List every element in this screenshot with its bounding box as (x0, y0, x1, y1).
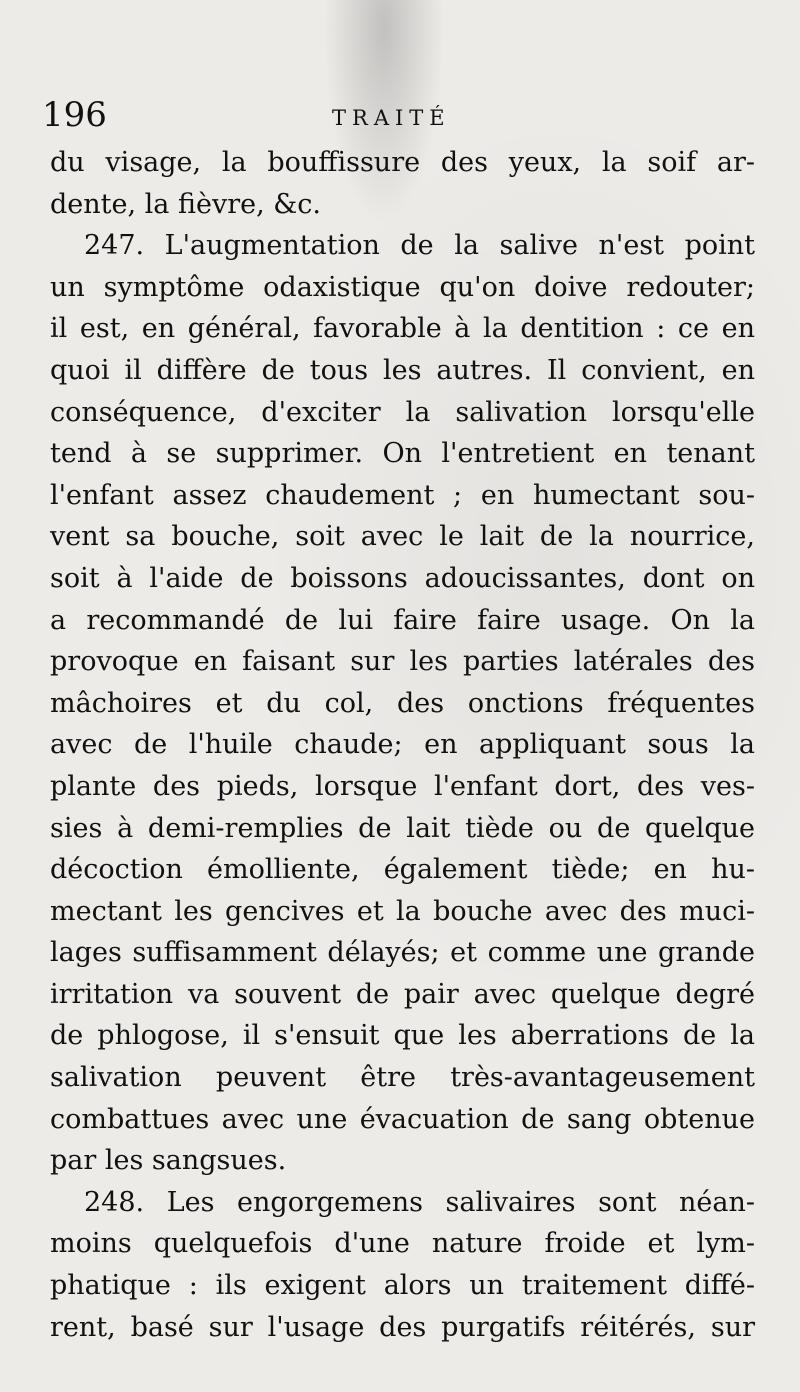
text-line: a recommandé de lui faire faire usage. On la (50, 604, 755, 636)
running-title: TRAITÉ (332, 106, 451, 130)
text-line: mâchoires et du col, des onctions fréquentes (50, 687, 755, 719)
text-line: rent, basé sur l'usage des purgatifs réitérés, sur (50, 1311, 755, 1343)
text-line: par les sangsues. (50, 1145, 287, 1177)
text-line: vent sa bouche, soit avec le lait de la nourrice, (50, 521, 755, 553)
text-line: plante des pieds, lorsque l'enfant dort, des ves- (50, 770, 755, 802)
text-line: un symptôme odaxistique qu'on doive redouter; (50, 271, 755, 303)
page-number: 196 (42, 95, 107, 135)
text-line: du visage, la bouffissure des yeux, la soif ar- (50, 147, 755, 178)
text-line: dente, la fièvre, &c. (50, 188, 321, 220)
text-line: phatique : ils exigent alors un traitement diffé- (50, 1270, 755, 1302)
text-line: lages suffisamment délayés; et comme une grande (50, 937, 755, 969)
text-line: de phlogose, il s'ensuit que les aberrations de la (50, 1020, 755, 1052)
paragraph-248-start: 248. Les engorgemens salivaires sont néan- (84, 1186, 755, 1218)
text-line: combattues avec une évacuation de sang obtenue (50, 1103, 755, 1135)
paragraph-247-start: 247. L'augmentation de la salive n'est point (84, 230, 755, 262)
text-line: mectant les gencives et la bouche avec des muci- (50, 895, 755, 927)
text-line: quoi il diffère de tous les autres. Il convient, en (50, 354, 755, 386)
text-line: décoction émolliente, également tiède; en hu- (50, 854, 755, 886)
body-text (50, 142, 755, 1348)
text-line: avec de l'huile chaude; en appliquant sous la (50, 729, 755, 761)
text-line: il est, en général, favorable à la dentition : ce en (50, 313, 755, 345)
text-line: sies à demi-remplies de lait tiède ou de quelque (50, 812, 755, 844)
text-line: moins quelquefois d'une nature froide et lym- (50, 1228, 755, 1260)
text-line: provoque en faisant sur les parties latérales des (50, 646, 755, 678)
text-line: tend à se supprimer. On l'entretient en tenant (50, 438, 755, 470)
text-line: irritation va souvent de pair avec quelque degré (50, 978, 755, 1010)
page-header (42, 92, 762, 138)
text-line: salivation peuvent être très-avantageusement (50, 1062, 755, 1094)
text-line: l'enfant assez chaudement ; en humectant sou- (50, 479, 755, 511)
text-line: conséquence, d'exciter la salivation lorsqu'elle (50, 396, 755, 428)
text-line: soit à l'aide de boissons adoucissantes, dont on (50, 562, 755, 594)
